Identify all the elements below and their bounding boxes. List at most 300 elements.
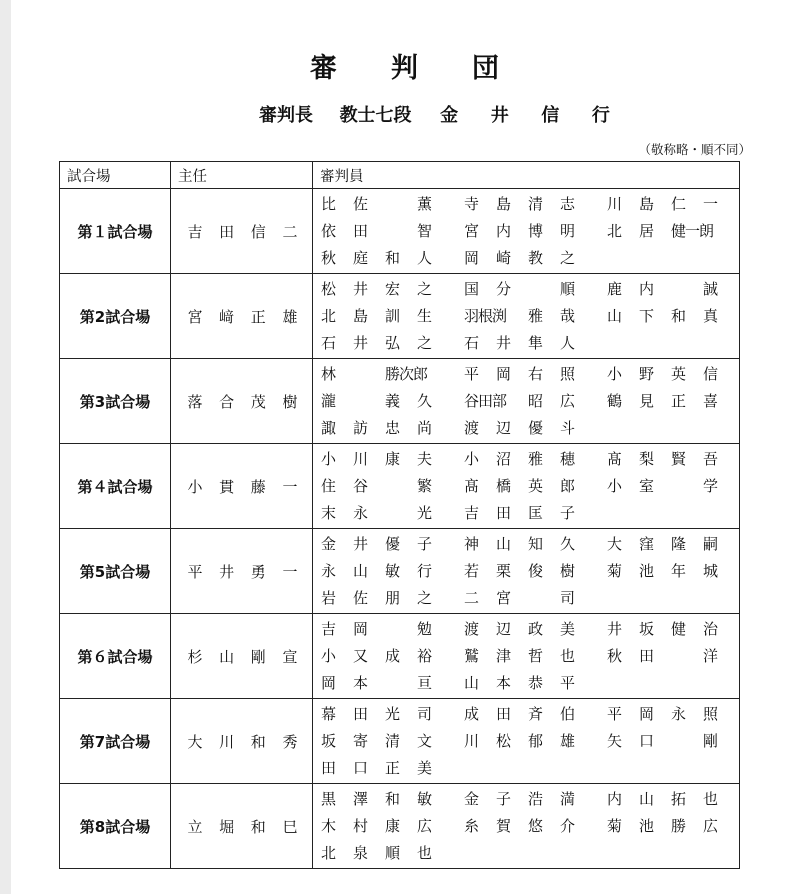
referee-name-part: 金 — [464, 790, 480, 808]
referee-name-part: 神 — [464, 535, 480, 553]
referee-name-part: 本 — [496, 674, 512, 692]
referee-name-part: 島 — [639, 195, 655, 213]
referee-name — [321, 499, 464, 526]
chief-name-char: 和 — [250, 732, 266, 751]
referee-name — [607, 530, 745, 557]
referee-name — [607, 700, 745, 727]
referee-name — [321, 530, 464, 557]
referee-name-part: 分 — [496, 280, 512, 298]
chief-name-char: 山 — [219, 647, 235, 666]
referee-name — [464, 302, 607, 329]
referee-table — [59, 161, 740, 869]
referee-name-part: 義 — [385, 392, 401, 410]
referee-name — [607, 642, 745, 669]
referee-name-part: 平 — [560, 674, 576, 692]
chief-judge-role: 審判長 — [259, 105, 313, 126]
referee-name — [321, 275, 464, 302]
chief-name-char: 宣 — [282, 647, 298, 666]
referee-name-part: 羽根渕 — [464, 307, 507, 325]
referee-name-part: 田 — [353, 705, 369, 723]
referee-name — [321, 669, 464, 696]
referee-name-part: 内 — [607, 790, 623, 808]
referee-name-part: 隆 — [671, 535, 687, 553]
referee-name-part: 子 — [417, 535, 433, 553]
referee-name-part: 美 — [560, 620, 576, 638]
chief-referee — [171, 529, 313, 614]
chief-name-char: 一 — [282, 477, 298, 496]
referee-name-part: 井 — [496, 334, 512, 352]
chief-name-char: 樹 — [282, 392, 298, 411]
referee-name-part: 優 — [528, 419, 544, 437]
referee-name-part: 裕 — [417, 647, 433, 665]
referee-name-part: 之 — [417, 280, 433, 298]
referee-name-part: 田 — [321, 759, 337, 777]
referee-list — [313, 699, 740, 784]
referee-name-part: 比 — [321, 195, 337, 213]
referee-name-part: 匡 — [528, 504, 544, 522]
referee-name-part: 智 — [417, 222, 433, 240]
referee-name-part: 正 — [385, 759, 401, 777]
referee-name-part: 石 — [321, 334, 337, 352]
referee-name-part: 隼 — [528, 334, 544, 352]
referee-name — [321, 557, 464, 584]
referee-name-part: 辺 — [496, 620, 512, 638]
referee-name-part: 坂 — [639, 620, 655, 638]
referee-name-part: 人 — [560, 334, 576, 352]
referee-name-part: 成 — [385, 647, 401, 665]
referee-name — [607, 445, 745, 472]
venue-name: 第7試合場 — [60, 699, 171, 784]
referee-name — [321, 472, 464, 499]
referee-name-part: 哲 — [528, 647, 544, 665]
table-row — [60, 444, 740, 529]
referee-name-part: 悠 — [528, 817, 544, 835]
referee-name-part: 人 — [417, 249, 433, 267]
referee-list — [313, 614, 740, 699]
referee-name — [607, 615, 745, 642]
referee-list — [313, 784, 740, 869]
referee-name-part: 勝 — [671, 817, 687, 835]
referee-name-part: 窪 — [639, 535, 655, 553]
referee-name — [464, 275, 607, 302]
referee-name-part: 末 — [321, 504, 337, 522]
referee-name-part: 勝次郎 — [385, 365, 428, 383]
referee-name-part: 拓 — [671, 790, 687, 808]
referee-name-part: 菊 — [607, 562, 623, 580]
referee-name-part: 久 — [417, 392, 433, 410]
referee-name-part: 崎 — [496, 249, 512, 267]
chief-name-char: 吉 — [187, 222, 203, 241]
referee-name — [464, 557, 607, 584]
referee-name-part: 井 — [607, 620, 623, 638]
referee-name-part: 雅 — [528, 307, 544, 325]
referee-name-part: 生 — [417, 307, 433, 325]
referee-name-part: 信 — [703, 365, 719, 383]
referee-name-part: 永 — [671, 705, 687, 723]
referee-name-part: 也 — [560, 647, 576, 665]
referee-name-part: 健 — [671, 620, 687, 638]
referee-name-part: 誠 — [703, 280, 719, 298]
referee-name-part: 島 — [353, 307, 369, 325]
chief-referee — [171, 189, 313, 274]
referee-name-part: 洋 — [703, 647, 719, 665]
referee-name-part: 永 — [353, 504, 369, 522]
referee-name-part: 子 — [496, 790, 512, 808]
referee-name — [607, 472, 745, 499]
referee-name-part: 山 — [639, 790, 655, 808]
referee-name — [464, 360, 607, 387]
referee-name-part: 広 — [417, 817, 433, 835]
referee-name-part: 室 — [639, 477, 655, 495]
referee-name-part: 浩 — [528, 790, 544, 808]
referee-name-part: 菊 — [607, 817, 623, 835]
chief-name-char: 堀 — [219, 817, 235, 836]
referee-name-part: 北 — [607, 222, 623, 240]
referee-name — [607, 557, 745, 584]
referee-name-part: 池 — [639, 817, 655, 835]
referee-name-part: 庭 — [353, 249, 369, 267]
venue-name: 第5試合場 — [60, 529, 171, 614]
referee-name-part: 津 — [496, 647, 512, 665]
referee-name-part: 英 — [528, 477, 544, 495]
referee-name-part: 一 — [703, 195, 719, 213]
referee-name-part: 渡 — [464, 419, 480, 437]
referee-name-part: 井 — [353, 280, 369, 298]
referee-name-part: 松 — [496, 732, 512, 750]
referee-name-part: 栗 — [496, 562, 512, 580]
referee-name-part: 夫 — [417, 450, 433, 468]
referee-name-part: 平 — [607, 705, 623, 723]
referee-name-part: 訓 — [385, 307, 401, 325]
referee-name-part: 之 — [417, 589, 433, 607]
referee-name — [321, 445, 464, 472]
referee-name-part: 満 — [560, 790, 576, 808]
referee-name-part: 正 — [671, 392, 687, 410]
referee-name-part: 斉 — [528, 705, 544, 723]
referee-name-part: 佐 — [353, 589, 369, 607]
referee-name-part: 行 — [417, 562, 433, 580]
referee-name-part: 敏 — [417, 790, 433, 808]
referee-name-part: 下 — [639, 307, 655, 325]
referee-name — [464, 414, 607, 441]
chief-name-char: 宮 — [187, 307, 203, 326]
chief-name-char: 川 — [219, 732, 235, 751]
venue-name: 第６試合場 — [60, 614, 171, 699]
referee-name-part: 吾 — [703, 450, 719, 468]
chief-name-char: 田 — [219, 222, 235, 241]
table-row — [60, 614, 740, 699]
referee-name-part: 秋 — [607, 647, 623, 665]
chief-name-char: 剛 — [250, 647, 266, 666]
referee-name-part: 北 — [321, 844, 337, 862]
chief-referee — [171, 359, 313, 444]
referee-name-part: 穂 — [560, 450, 576, 468]
referee-name-part: 髙 — [464, 477, 480, 495]
referee-name — [321, 190, 464, 217]
referee-name-part: 勉 — [417, 620, 433, 638]
referee-name-part: 学 — [703, 477, 719, 495]
referee-name-part: 之 — [560, 249, 576, 267]
chief-name-char: 平 — [187, 562, 203, 581]
referee-name-part: 朋 — [385, 589, 401, 607]
referee-name-part: 喜 — [703, 392, 719, 410]
referee-name-part: 小 — [607, 365, 623, 383]
referee-name-part: 仁 — [671, 195, 687, 213]
referee-name — [321, 387, 464, 414]
referee-name — [464, 669, 607, 696]
referee-name-part: 俊 — [528, 562, 544, 580]
referee-name-part: 年 — [671, 562, 687, 580]
referee-name-part: 幕 — [321, 705, 337, 723]
referee-name-part: 岡 — [496, 365, 512, 383]
table-row — [60, 699, 740, 784]
referee-name — [321, 414, 464, 441]
chief-name-char: 和 — [250, 817, 266, 836]
referee-name-part: 本 — [353, 674, 369, 692]
referee-name-part: 野 — [639, 365, 655, 383]
referee-name-part: 山 — [353, 562, 369, 580]
referee-name-part: 久 — [560, 535, 576, 553]
referee-name — [464, 700, 607, 727]
referee-name-part: 泉 — [353, 844, 369, 862]
referee-name-part: 吉 — [321, 620, 337, 638]
referee-name — [464, 472, 607, 499]
referee-name — [464, 727, 607, 754]
referee-name-part: 真 — [703, 307, 719, 325]
referee-name-part: 康 — [385, 450, 401, 468]
referee-name — [464, 785, 607, 812]
referee-name-part: 恭 — [528, 674, 544, 692]
referee-name — [321, 642, 464, 669]
table-row — [60, 529, 740, 614]
referee-name-part: 木 — [321, 817, 337, 835]
referee-name-part: 矢 — [607, 732, 623, 750]
referee-name-part: 文 — [417, 732, 433, 750]
referee-name-part: 宏 — [385, 280, 401, 298]
referee-name-part: 雅 — [528, 450, 544, 468]
chief-name-char: 貫 — [219, 477, 235, 496]
referee-name-part: 国 — [464, 280, 480, 298]
referee-name-part: 村 — [353, 817, 369, 835]
chief-name-char: 茂 — [250, 392, 266, 411]
referee-name-part: 斗 — [560, 419, 576, 437]
referee-name-part: 石 — [464, 334, 480, 352]
referee-name-part: 之 — [417, 334, 433, 352]
referee-name-part: 明 — [560, 222, 576, 240]
referee-name-part: 広 — [703, 817, 719, 835]
table-row — [60, 359, 740, 444]
chief-name-char: 二 — [282, 222, 298, 241]
referee-name-part: 政 — [528, 620, 544, 638]
referee-name-part: 右 — [528, 365, 544, 383]
referee-name-part: 知 — [528, 535, 544, 553]
chief-name-char: 秀 — [282, 732, 298, 751]
referee-name-part: 川 — [607, 195, 623, 213]
referee-name-part: 永 — [321, 562, 337, 580]
referee-name-part: 口 — [353, 759, 369, 777]
referee-name-part: 吉 — [464, 504, 480, 522]
referee-name-part: 寄 — [353, 732, 369, 750]
header-venue: 試合場 — [60, 162, 171, 189]
chief-name-char: 雄 — [282, 307, 298, 326]
referee-name — [607, 812, 745, 839]
referee-name — [464, 530, 607, 557]
document-page — [11, 0, 798, 894]
referee-name-part: 金 — [321, 535, 337, 553]
referee-name-part: 池 — [639, 562, 655, 580]
referee-name-part: 髙 — [607, 450, 623, 468]
referee-name-part: 橋 — [496, 477, 512, 495]
referee-name-part: 也 — [417, 844, 433, 862]
referee-name-part: 光 — [385, 705, 401, 723]
referee-name — [464, 244, 607, 271]
referee-name — [607, 785, 745, 812]
referee-name-part: 諏 — [321, 419, 337, 437]
chief-name-char: 信 — [250, 222, 266, 241]
referee-name-part: 宮 — [464, 222, 480, 240]
referee-name-part: 寺 — [464, 195, 480, 213]
referee-name-part: 糸 — [464, 817, 480, 835]
referee-name-part: 宮 — [496, 589, 512, 607]
referee-name — [464, 329, 607, 356]
referee-name-part: 樹 — [560, 562, 576, 580]
referee-name-part: 照 — [560, 365, 576, 383]
referee-name — [607, 727, 745, 754]
referee-name-part: 和 — [385, 790, 401, 808]
referee-name-part: 順 — [560, 280, 576, 298]
referee-name-part: 司 — [560, 589, 576, 607]
referee-name-part: 和 — [385, 249, 401, 267]
chief-name-char: 合 — [219, 392, 235, 411]
referee-name-part: 剛 — [703, 732, 719, 750]
chief-judge-line — [259, 101, 610, 127]
page-title: 審 判 団 — [310, 53, 499, 84]
referee-name — [321, 360, 464, 387]
referee-name-part: 岡 — [321, 674, 337, 692]
referee-name-part: 北 — [321, 307, 337, 325]
referee-name — [321, 217, 464, 244]
referee-name-part: 亘 — [417, 674, 433, 692]
referee-name-part: 梨 — [639, 450, 655, 468]
referee-name-part: 川 — [464, 732, 480, 750]
referee-name-part: 小 — [464, 450, 480, 468]
referee-name — [464, 499, 607, 526]
referee-name-part: 尚 — [417, 419, 433, 437]
venue-name: 第8試合場 — [60, 784, 171, 869]
referee-name-part: 司 — [417, 705, 433, 723]
referee-name-part: 郁 — [528, 732, 544, 750]
referee-name-part: 鶴 — [607, 392, 623, 410]
table-row — [60, 189, 740, 274]
referee-name — [321, 329, 464, 356]
referee-name-part: 沼 — [496, 450, 512, 468]
chief-referee — [171, 444, 313, 529]
referee-name-part: 城 — [703, 562, 719, 580]
referee-name-part: 内 — [496, 222, 512, 240]
referee-name — [607, 302, 745, 329]
referee-list — [313, 529, 740, 614]
referee-name-part: 也 — [703, 790, 719, 808]
referee-name-part: 井 — [353, 535, 369, 553]
referee-name-part: 介 — [560, 817, 576, 835]
referee-name — [464, 387, 607, 414]
referee-name-part: 子 — [560, 504, 576, 522]
referee-name-part: 清 — [528, 195, 544, 213]
referee-name-part: 哉 — [560, 307, 576, 325]
referee-name — [607, 275, 745, 302]
referee-name — [321, 700, 464, 727]
referee-name-part: 内 — [639, 280, 655, 298]
referee-name-part: 山 — [607, 307, 623, 325]
referee-name-part: 渡 — [464, 620, 480, 638]
chief-judge-rank: 教士七段 — [339, 105, 412, 126]
header-chief: 主任 — [171, 162, 313, 189]
chief-name-char: 小 — [187, 477, 203, 496]
referee-name-part: 住 — [321, 477, 337, 495]
referee-name-part: 小 — [321, 647, 337, 665]
referee-name — [464, 445, 607, 472]
referee-name-part: 口 — [639, 732, 655, 750]
referee-name-part: 成 — [464, 705, 480, 723]
venue-name: 第４試合場 — [60, 444, 171, 529]
referee-name — [321, 615, 464, 642]
referee-name-part: 見 — [639, 392, 655, 410]
referee-name-part: 博 — [528, 222, 544, 240]
referee-name-part: 敏 — [385, 562, 401, 580]
referee-name — [607, 217, 745, 244]
referee-name-part: 山 — [464, 674, 480, 692]
referee-name-part: 優 — [385, 535, 401, 553]
referee-name-part: 伯 — [560, 705, 576, 723]
referee-name — [321, 727, 464, 754]
referee-name-part: 訪 — [353, 419, 369, 437]
referee-name-part: 秋 — [321, 249, 337, 267]
referee-name-part: 鹿 — [607, 280, 623, 298]
referee-name-part: 黒 — [321, 790, 337, 808]
chief-referee — [171, 784, 313, 869]
referee-name — [321, 785, 464, 812]
referee-name-part: 田 — [353, 222, 369, 240]
referee-name — [607, 190, 745, 217]
chief-referee — [171, 274, 313, 359]
referee-name-part: 佐 — [353, 195, 369, 213]
referee-name — [464, 190, 607, 217]
referee-name-part: 若 — [464, 562, 480, 580]
referee-name — [607, 360, 745, 387]
chief-name-char: 﨑 — [219, 307, 235, 326]
referee-name — [321, 302, 464, 329]
referee-name-part: 雄 — [560, 732, 576, 750]
referee-name — [464, 217, 607, 244]
venue-name: 第3試合場 — [60, 359, 171, 444]
referee-name-part: 大 — [607, 535, 623, 553]
chief-name-char: 落 — [187, 392, 203, 411]
venue-name: 第１試合場 — [60, 189, 171, 274]
chief-name-char: 巳 — [282, 817, 298, 836]
referee-name-part: 岡 — [353, 620, 369, 638]
referee-name-part: 清 — [385, 732, 401, 750]
referee-name-part: 小 — [321, 450, 337, 468]
chief-referee — [171, 614, 313, 699]
referee-name-part: 澤 — [353, 790, 369, 808]
referee-name-part: 谷田部 — [464, 392, 507, 410]
referee-name-part: 依 — [321, 222, 337, 240]
referee-name-part: 井 — [353, 334, 369, 352]
referee-name — [464, 642, 607, 669]
referee-name-part: 瀧 — [321, 392, 337, 410]
referee-name-part: 志 — [560, 195, 576, 213]
referee-name-part: 谷 — [353, 477, 369, 495]
